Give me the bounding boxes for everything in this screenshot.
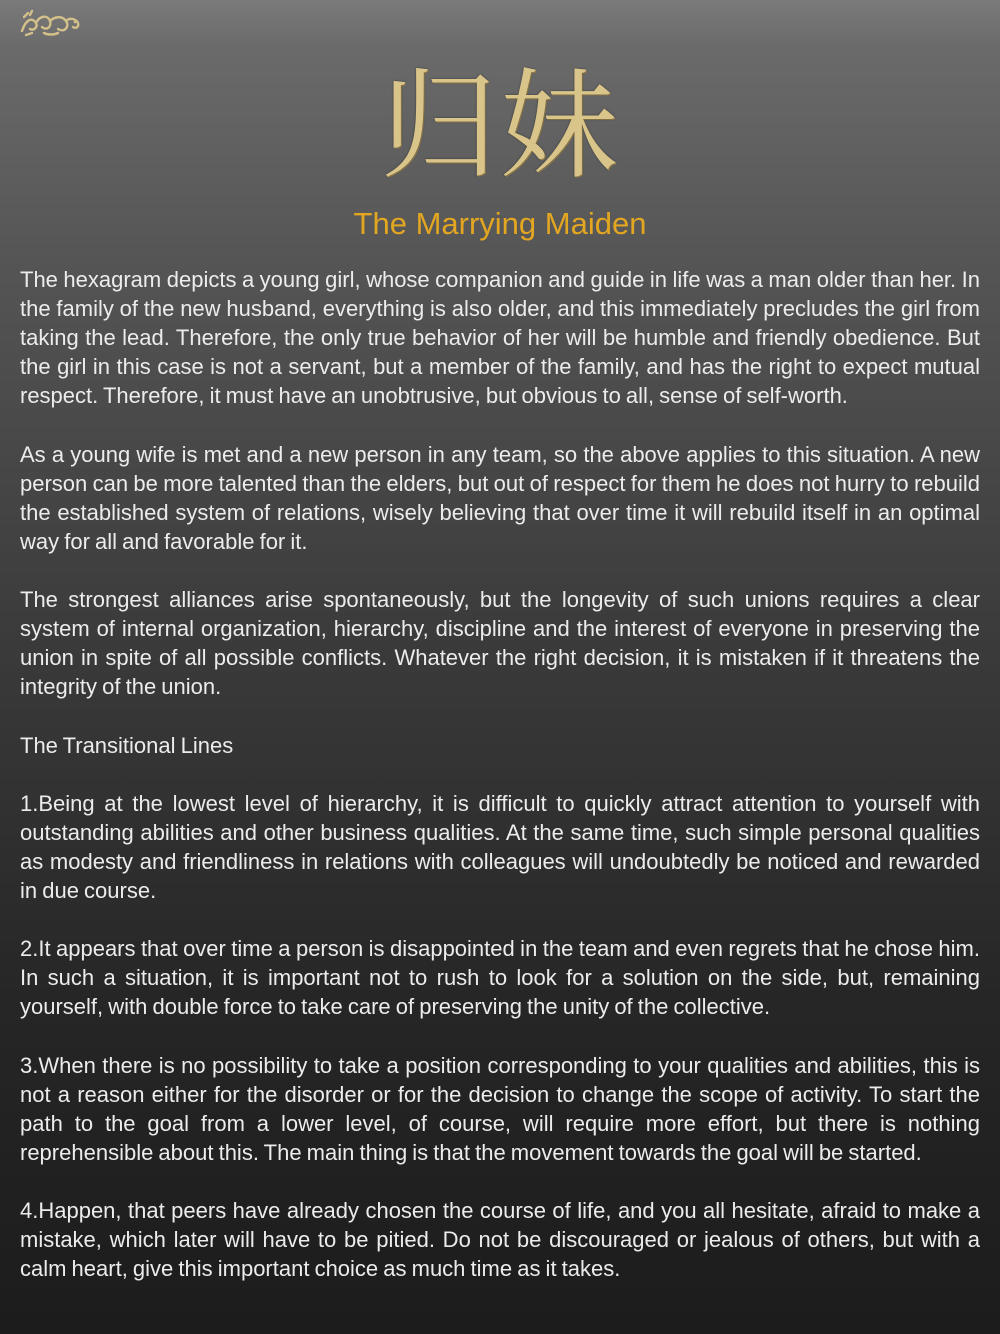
dragon-logo-icon[interactable]	[18, 9, 82, 39]
description-paragraph: The hexagram depicts a young girl, whose companion and guide in life was a man older than her. In the family of the new husband, everything is also older, and this immediately precludes the girl from taking the lead. Therefore, the only true behavior of her will be humble and friendly obedience. But the girl in this case is not a servant, but a member of the family, and has the right to expect mutual respect. Therefore, it must have an unobtrusive, but obvious to all, sense of self-worth.	[20, 267, 980, 409]
transitional-line: 2.It appears that over time a person is disappointed in the team and even regrets that he chose him. In such a situation, it is important not to rush to look for a solution on the side, but, remaining yourself, with double force to take care of preserving the unity of the collective.	[20, 936, 980, 1020]
hexagram-title: The Marrying Maiden	[353, 206, 647, 241]
top-bar	[0, 0, 1000, 48]
transitional-lines-heading: The Transitional Lines	[20, 732, 234, 758]
transitional-line: 1.Being at the lowest level of hierarchy, it is difficult to quickly attract attention to yourself with outstanding abilities and other business qualities. At the same time, such simple personal qualities as modesty and friendliness in relations with colleagues will undoubtedly be noticed and rewarded in due course.	[20, 790, 980, 903]
hexagram-glyphs: 归妹	[379, 57, 620, 195]
transitional-line: 4.Happen, that peers have already chosen the course of life, and you all hesitate, afraid to make a mistake, which later will have to be pitied. Do not be discouraged or jealous of others, but with a calm heart, give this important choice as much time as it takes.	[20, 1198, 980, 1282]
description-paragraph: As a young wife is met and a new person in any team, so the above applies to this situation. A new person can be more talented than the elders, but out of respect for them he does not hurry to rebuild the established system of relations, wisely believing that over time it will rebuild itself in an optimal way for all and favorable for it.	[20, 441, 980, 554]
hexagram-description	[20, 265, 980, 1312]
description-paragraph: The strongest alliances arise spontaneously, but the longevity of such unions requires a clear system of internal organization, hierarchy, discipline and the interest of everyone in preserving the union in spite of all possible conflicts. Whatever the right decision, it is mistaken if it threatens the integrity of the union.	[20, 587, 980, 700]
transitional-line: 3.When there is no possibility to take a position corresponding to your qualities and abilities, this is not a reason either for the disorder or for the decision to change the scope of activity. To start the path to the goal from a lower level, of course, will require more effort, but there is nothing reprehensible about this. The main thing is that the movement towards the goal will be started.	[20, 1052, 980, 1165]
